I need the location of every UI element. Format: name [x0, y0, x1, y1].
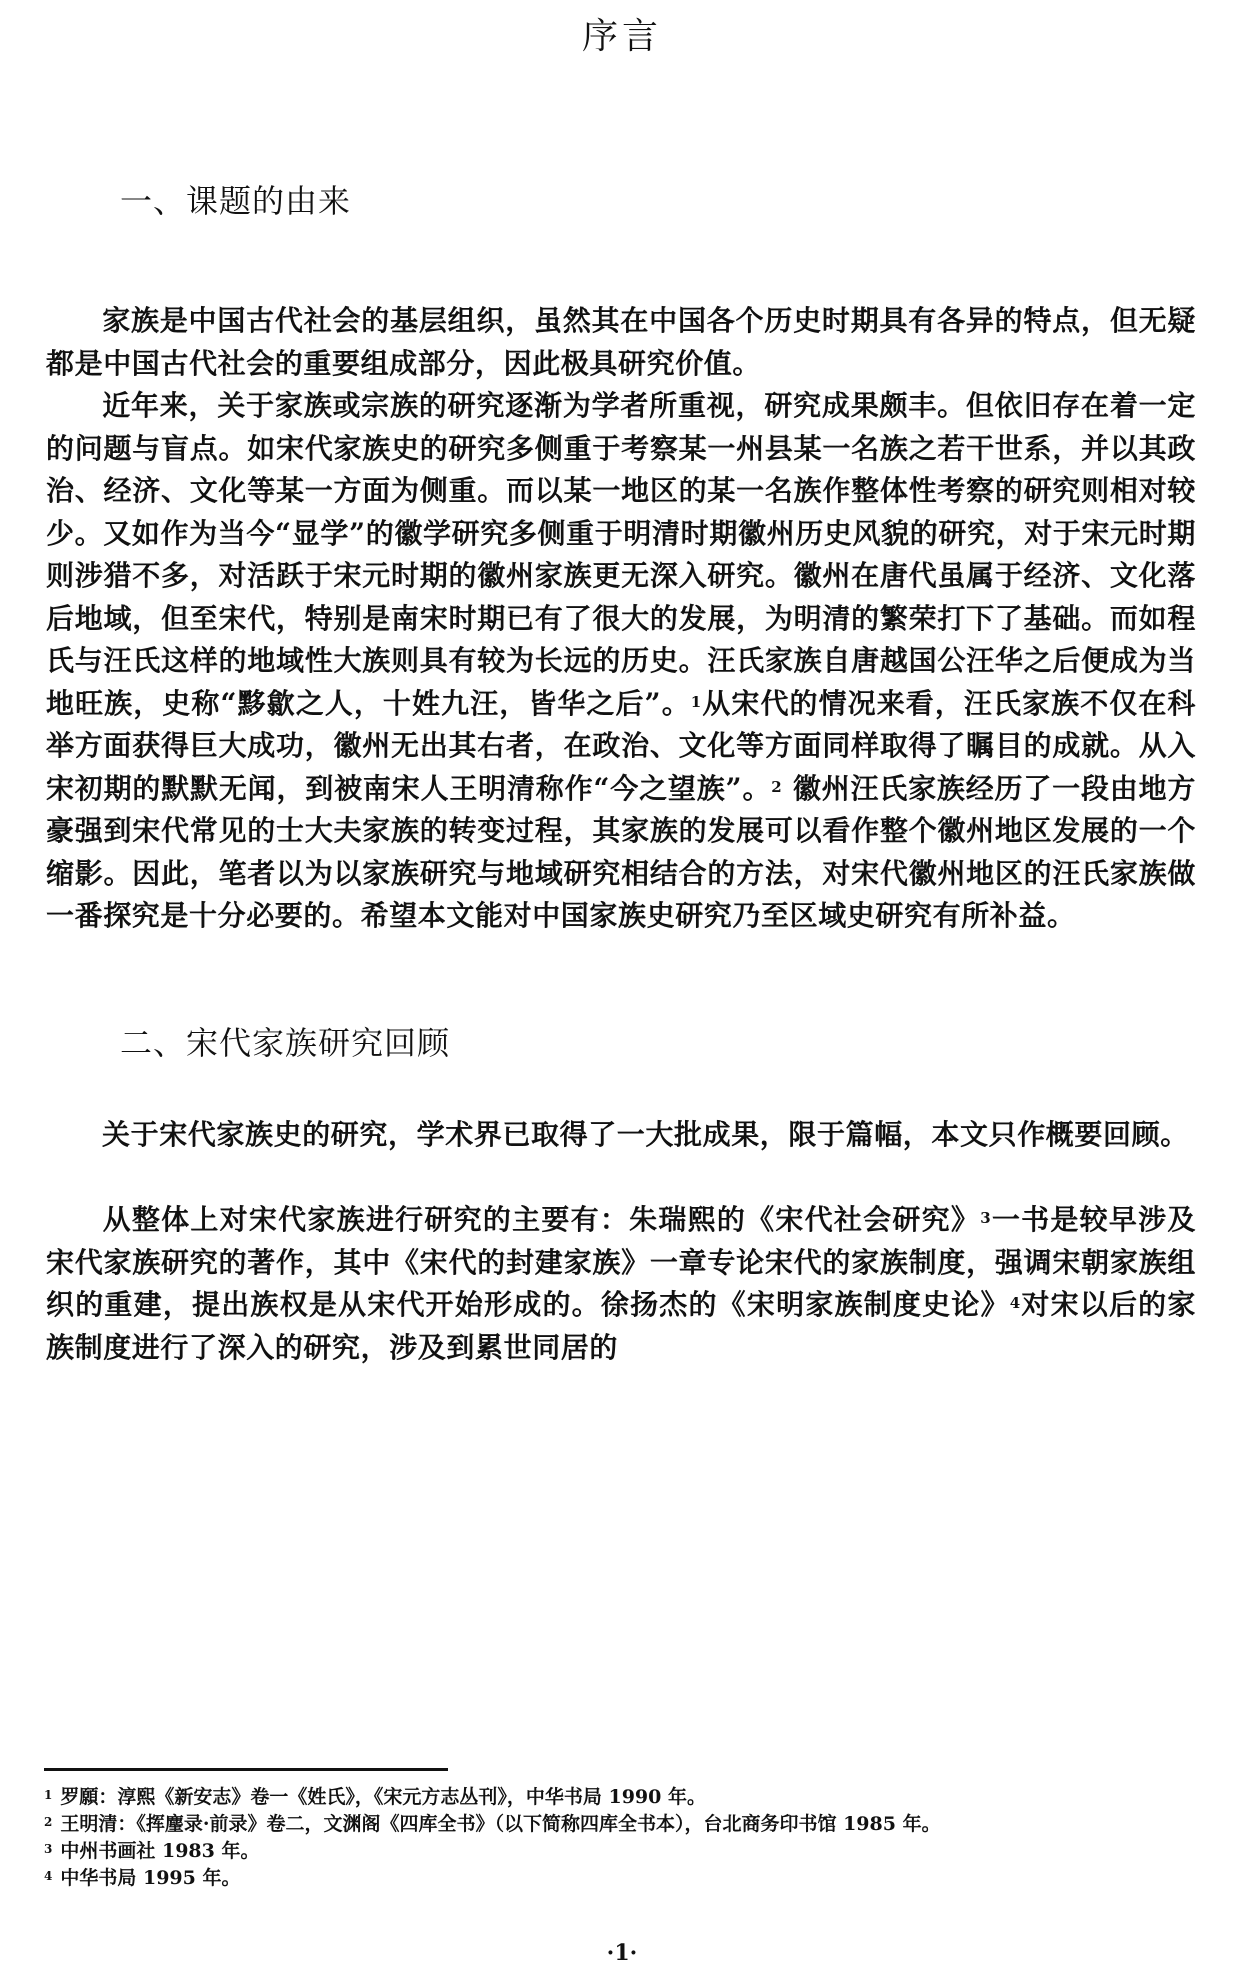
paragraph-text: 家族是中国古代社会的基层组织，虽然其在中国各个历史时期具有各异的特点，但无疑都是中国古代社会的重要组成部分，因此极具研究价值。: [46, 304, 1196, 380]
footnote-divider: [44, 1768, 448, 1771]
footnote-4: [44, 1865, 1204, 1892]
footnote-number: 4: [44, 1869, 53, 1883]
footnote-number: 1: [44, 1788, 53, 1802]
footnote-ref-3[interactable]: 3: [980, 1209, 992, 1227]
paragraph-origin-1: [46, 300, 1196, 385]
paragraph-review-2: [46, 1199, 1196, 1369]
page-title: 序言: [581, 16, 662, 57]
footnote-text: 王明清：《挥麈录·前录》卷二，文渊阁《四库全书》（以下简称四库全书本），台北商务印书馆 1985 年。: [60, 1813, 941, 1835]
footnote-text: 中州书画社 1983 年。: [60, 1840, 260, 1862]
footnote-number: 3: [44, 1842, 53, 1856]
paragraph-text: 从整体上对宋代家族进行研究的主要有：朱瑞熙的《宋代社会研究》: [102, 1203, 981, 1236]
section-heading-origin: 一、课题的由来: [120, 182, 352, 220]
footnote-ref-1[interactable]: 1: [690, 692, 702, 711]
page-number: ·1·: [606, 1940, 638, 1966]
footnotes: [44, 1784, 1204, 1892]
footnote-1: [44, 1784, 1204, 1811]
footnote-text: 罗願：淳熙《新安志》卷一《姓氏》，《宋元方志丛刊》，中华书局 1990 年。: [60, 1786, 706, 1808]
paragraph-origin-2: [46, 385, 1196, 938]
footnote-3: [44, 1838, 1204, 1865]
footnote-number: 2: [44, 1815, 53, 1829]
footnote-ref-4[interactable]: 4: [1009, 1294, 1021, 1312]
paragraph-text: 关于宋代家族史的研究，学术界已取得了一大批成果，限于篇幅，本文只作概要回顾。: [102, 1118, 1189, 1151]
section-heading-review: 二、宋代家族研究回顾: [120, 1024, 451, 1062]
paragraph-text: 徽州汪氏家族经历了一段由地方豪强到宋代常见的士大夫家族的转变过程，其家族的发展可以看作整个徽州地区发展的一个缩影。因此，笔者以为以家族研究与地域研究相结合的方法，对宋代徽州地区的汪氏家族做一番探究是十分必要的。希望本文能对中国家族史研究乃至区域史研究有所补益。: [46, 771, 1196, 932]
footnote-text: 中华书局 1995 年。: [60, 1867, 241, 1889]
paragraph-review-1: [46, 1114, 1196, 1157]
footnote-2: [44, 1811, 1204, 1838]
paragraph-text: 从宋代的情况来看，汪氏家族不仅在科举方面获得巨大成功，徽州无出其右者，在政治、文化等方面同样取得了瞩目的成就。从入宋初期的默默无闻，到被南宋人王明清称作“今之望族”。: [46, 686, 1197, 805]
paragraph-text: 对宋以后的家族制度进行了深入的研究，涉及到累世同居的: [46, 1288, 1196, 1364]
footnote-ref-2[interactable]: 2: [771, 777, 783, 796]
paragraph-text: 一书是较早涉及宋代家族研究的著作，其中《宋代的封建家族》一章专论宋代的家族制度，强调宋朝家族组织的重建，提出族权是从宋代开始形成的。徐扬杰的《宋明家族制度史论》: [46, 1203, 1196, 1321]
paragraph-text: 近年来，关于家族或宗族的研究逐渐为学者所重视，研究成果颇丰。但依旧存在着一定的问题与盲点。如宋代家族史的研究多侧重于考察某一州县某一名族之若干世系，并以其政治、经济、文化等某一方面为侧重。而以某一地区的某一名族作整体性考察的研究则相对较少。又如作为当今“显学”的徽学研究多侧重于明清时期徽州历史风貌的研究，对于宋元时期则涉猎不多，对活跃于宋元时期的徽州家族更无深入研究。徽州在唐代虽属于经济、文化落后地域，但至宋代，特别是南宋时期已有了很大的发展，为明清的繁荣打下了基础。而如程氏与汪氏这样的地域性大族则具有较为长远的历史。汪氏家族自唐越国公汪华之后便成为当地旺族，史称“黟歙之人，十姓九汪，皆华之后”。: [46, 389, 1196, 720]
